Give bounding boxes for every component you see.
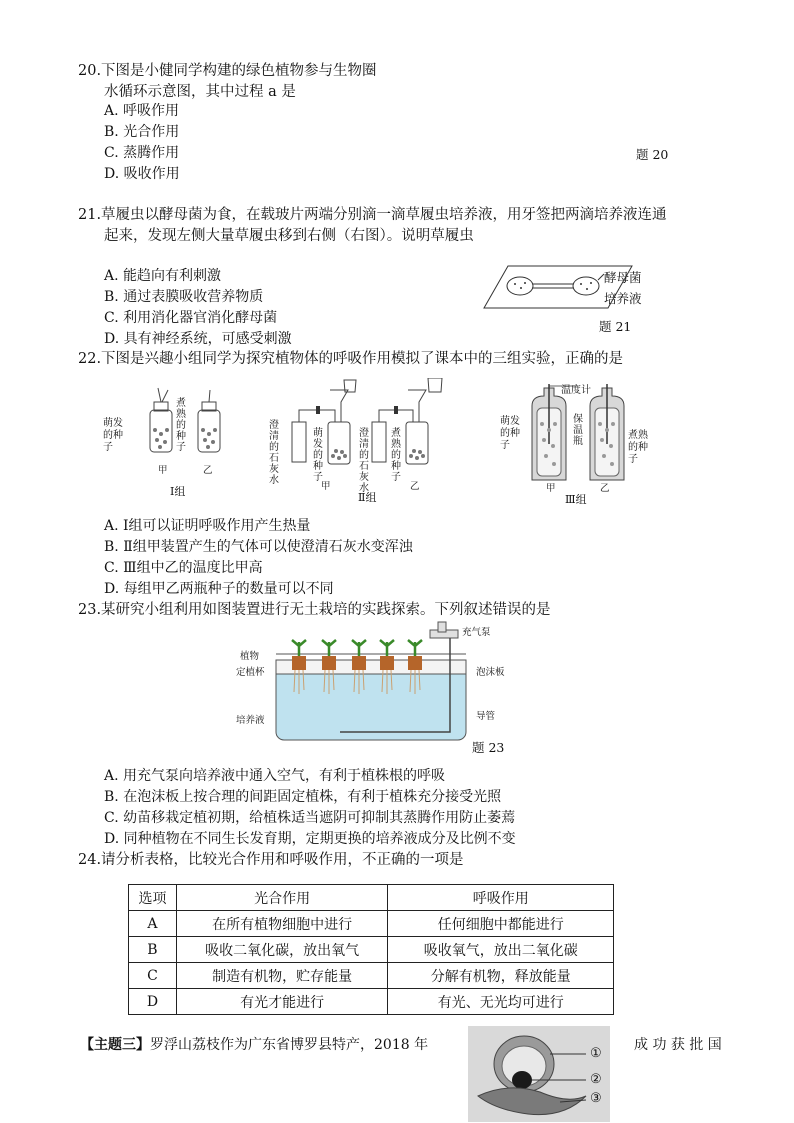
table-row xyxy=(129,963,614,989)
q22-g2-yi: 乙 xyxy=(410,481,420,492)
q23-option-c[interactable]: C. 幼苗移栽定植初期，给植株适当遮阴可抑制其蒸腾作用防止萎蔫 xyxy=(104,810,516,826)
table-header-cell: 选项 xyxy=(129,885,177,911)
q22-g2-jia: 甲 xyxy=(321,481,331,492)
table-cell: 在所有植物细胞中进行 xyxy=(176,911,388,937)
q22-option-c[interactable]: C. Ⅲ组中乙的温度比甲高 xyxy=(104,560,263,576)
q22-g3-name: Ⅲ组 xyxy=(565,493,587,506)
q23-label-foam: 泡沫板 xyxy=(476,667,505,678)
q20-option-d[interactable]: D. 吸收作用 xyxy=(104,166,180,182)
table-cell: 有光才能进行 xyxy=(176,989,388,1015)
table-header-cell: 光合作用 xyxy=(176,885,388,911)
q20-stem-line1: 20.下图是小健同学构建的绿色植物参与生物圈 xyxy=(78,63,377,79)
q22-g1-name: Ⅰ组 xyxy=(170,485,186,498)
lychee-mark-3: ③ xyxy=(590,1091,602,1106)
table-header-row xyxy=(129,885,614,911)
q22-option-d[interactable]: D. 每组甲乙两瓶种子的数量可以不同 xyxy=(104,581,334,597)
q21-option-a[interactable]: A. 能趋向有利刺激 xyxy=(104,268,222,284)
q22-option-a[interactable]: A. Ⅰ组可以证明呼吸作用产生热量 xyxy=(104,518,311,534)
q23-label-tube: 导管 xyxy=(476,711,496,722)
q22-g3-therm: 温度计 xyxy=(561,385,591,396)
q22-g2-lime1: 澄清的石灰水 xyxy=(269,420,279,486)
table-row xyxy=(129,989,614,1015)
q20-option-b[interactable]: B. 光合作用 xyxy=(104,124,180,140)
table-row xyxy=(129,911,614,937)
table-cell: 吸收氧气，放出二氧化碳 xyxy=(388,937,614,963)
q22-g3-yi: 乙 xyxy=(600,483,610,494)
q21-fig-label-culture: 培养液 xyxy=(604,291,642,306)
lychee-mark-1: ① xyxy=(590,1046,602,1061)
table-cell: 制造有机物，贮存能量 xyxy=(176,963,388,989)
q23-label-pump: 充气泵 xyxy=(462,627,491,638)
table-header-cell: 呼吸作用 xyxy=(388,885,614,911)
table-cell: B xyxy=(129,937,177,963)
q22-g3-jia: 甲 xyxy=(546,483,556,494)
table-row xyxy=(129,937,614,963)
theme3-tag: 【主题三】 xyxy=(80,1037,150,1053)
q22-g2-name: Ⅱ组 xyxy=(358,491,377,504)
q23-option-d[interactable]: D. 同种植物在不同生长发育期，定期更换的培养液成分及比例不变 xyxy=(104,831,516,847)
q22-g3-left: 萌发的种子 xyxy=(500,416,520,451)
q21-option-c[interactable]: C. 利用消化器官消化酵母菌 xyxy=(104,310,278,326)
q24-stem: 24.请分析表格，比较光合作用和呼吸作用，不正确的一项是 xyxy=(78,852,464,868)
q22-g1-jia: 甲 xyxy=(158,465,168,476)
table-cell: 分解有机物，释放能量 xyxy=(388,963,614,989)
table-cell: 任何细胞中都能进行 xyxy=(388,911,614,937)
q21-stem-line2: 起来，发现左侧大量草履虫移到右侧（右图）。说明草履虫 xyxy=(104,228,474,244)
q22-g2-lime2: 澄清的石灰水 xyxy=(359,428,369,494)
q23-label-cup: 定植杯 xyxy=(236,667,265,678)
lychee-mark-2: ② xyxy=(590,1072,602,1087)
q22-g3-flask: 保温瓶 xyxy=(573,414,583,447)
q22-stem: 22.下图是兴趣小组同学为探究植物体的呼吸作用模拟了课本中的三组实验，正确的是 xyxy=(78,351,624,367)
q23-label-solution: 培养液 xyxy=(236,715,265,726)
q20-stem-line2: 水循环示意图，其中过程 a 是 xyxy=(104,84,296,100)
q22-g2-seed1: 萌发的种子 xyxy=(313,428,323,483)
q23-figure-caption: 题 23 xyxy=(472,740,505,755)
q20-figure-caption: 题 20 xyxy=(636,147,669,162)
theme3-intro xyxy=(80,1034,428,1054)
lychee-figure xyxy=(468,1026,610,1122)
table-cell: 吸收二氧化碳，放出氧气 xyxy=(176,937,388,963)
q24-comparison-table xyxy=(128,884,614,1015)
table-cell: A xyxy=(129,911,177,937)
theme3-text-tail: 成 功 获 批 国 xyxy=(634,1037,722,1053)
q21-fig-label-yeast: 酵母菌 xyxy=(604,270,642,285)
q23-stem: 23.某研究小组利用如图装置进行无土栽培的实践探索。下列叙述错误的是 xyxy=(78,602,551,618)
q22-g1-right-label: 煮熟的种子 xyxy=(176,398,186,453)
q22-g1-left-label: 萌发的种子 xyxy=(103,418,123,453)
table-cell: 有光、无光均可进行 xyxy=(388,989,614,1015)
q21-stem-line1: 21.草履虫以酵母菌为食，在载玻片两端分别滴一滴草履虫培养液，用牙签把两滴培养液连通 xyxy=(78,207,667,223)
theme3-text: 罗浮山荔枝作为广东省博罗县特产，2018 年 xyxy=(150,1037,429,1053)
q22-option-b[interactable]: B. Ⅱ组甲装置产生的气体可以使澄清石灰水变浑浊 xyxy=(104,539,413,555)
q21-option-d[interactable]: D. 具有神经系统，可感受刺激 xyxy=(104,331,292,347)
table-cell: C xyxy=(129,963,177,989)
q23-option-b[interactable]: B. 在泡沫板上按合理的间距固定植株，有利于植株充分接受光照 xyxy=(104,789,502,805)
q22-g3-right: 煮熟的种子 xyxy=(628,430,648,465)
q23-label-plant: 植物 xyxy=(240,651,260,662)
q20-option-a[interactable]: A. 呼吸作用 xyxy=(104,103,180,119)
q20-option-c[interactable]: C. 蒸腾作用 xyxy=(104,145,180,161)
q21-figure-caption: 题 21 xyxy=(599,319,632,334)
q23-option-a[interactable]: A. 用充气泵向培养液中通入空气，有利于植株根的呼吸 xyxy=(104,768,446,784)
q21-option-b[interactable]: B. 通过表膜吸收营养物质 xyxy=(104,289,264,305)
q22-g1-yi: 乙 xyxy=(203,465,213,476)
q22-g2-seed2: 煮熟的种子 xyxy=(391,428,401,483)
table-cell: D xyxy=(129,989,177,1015)
hydroponics-figure xyxy=(270,620,470,744)
